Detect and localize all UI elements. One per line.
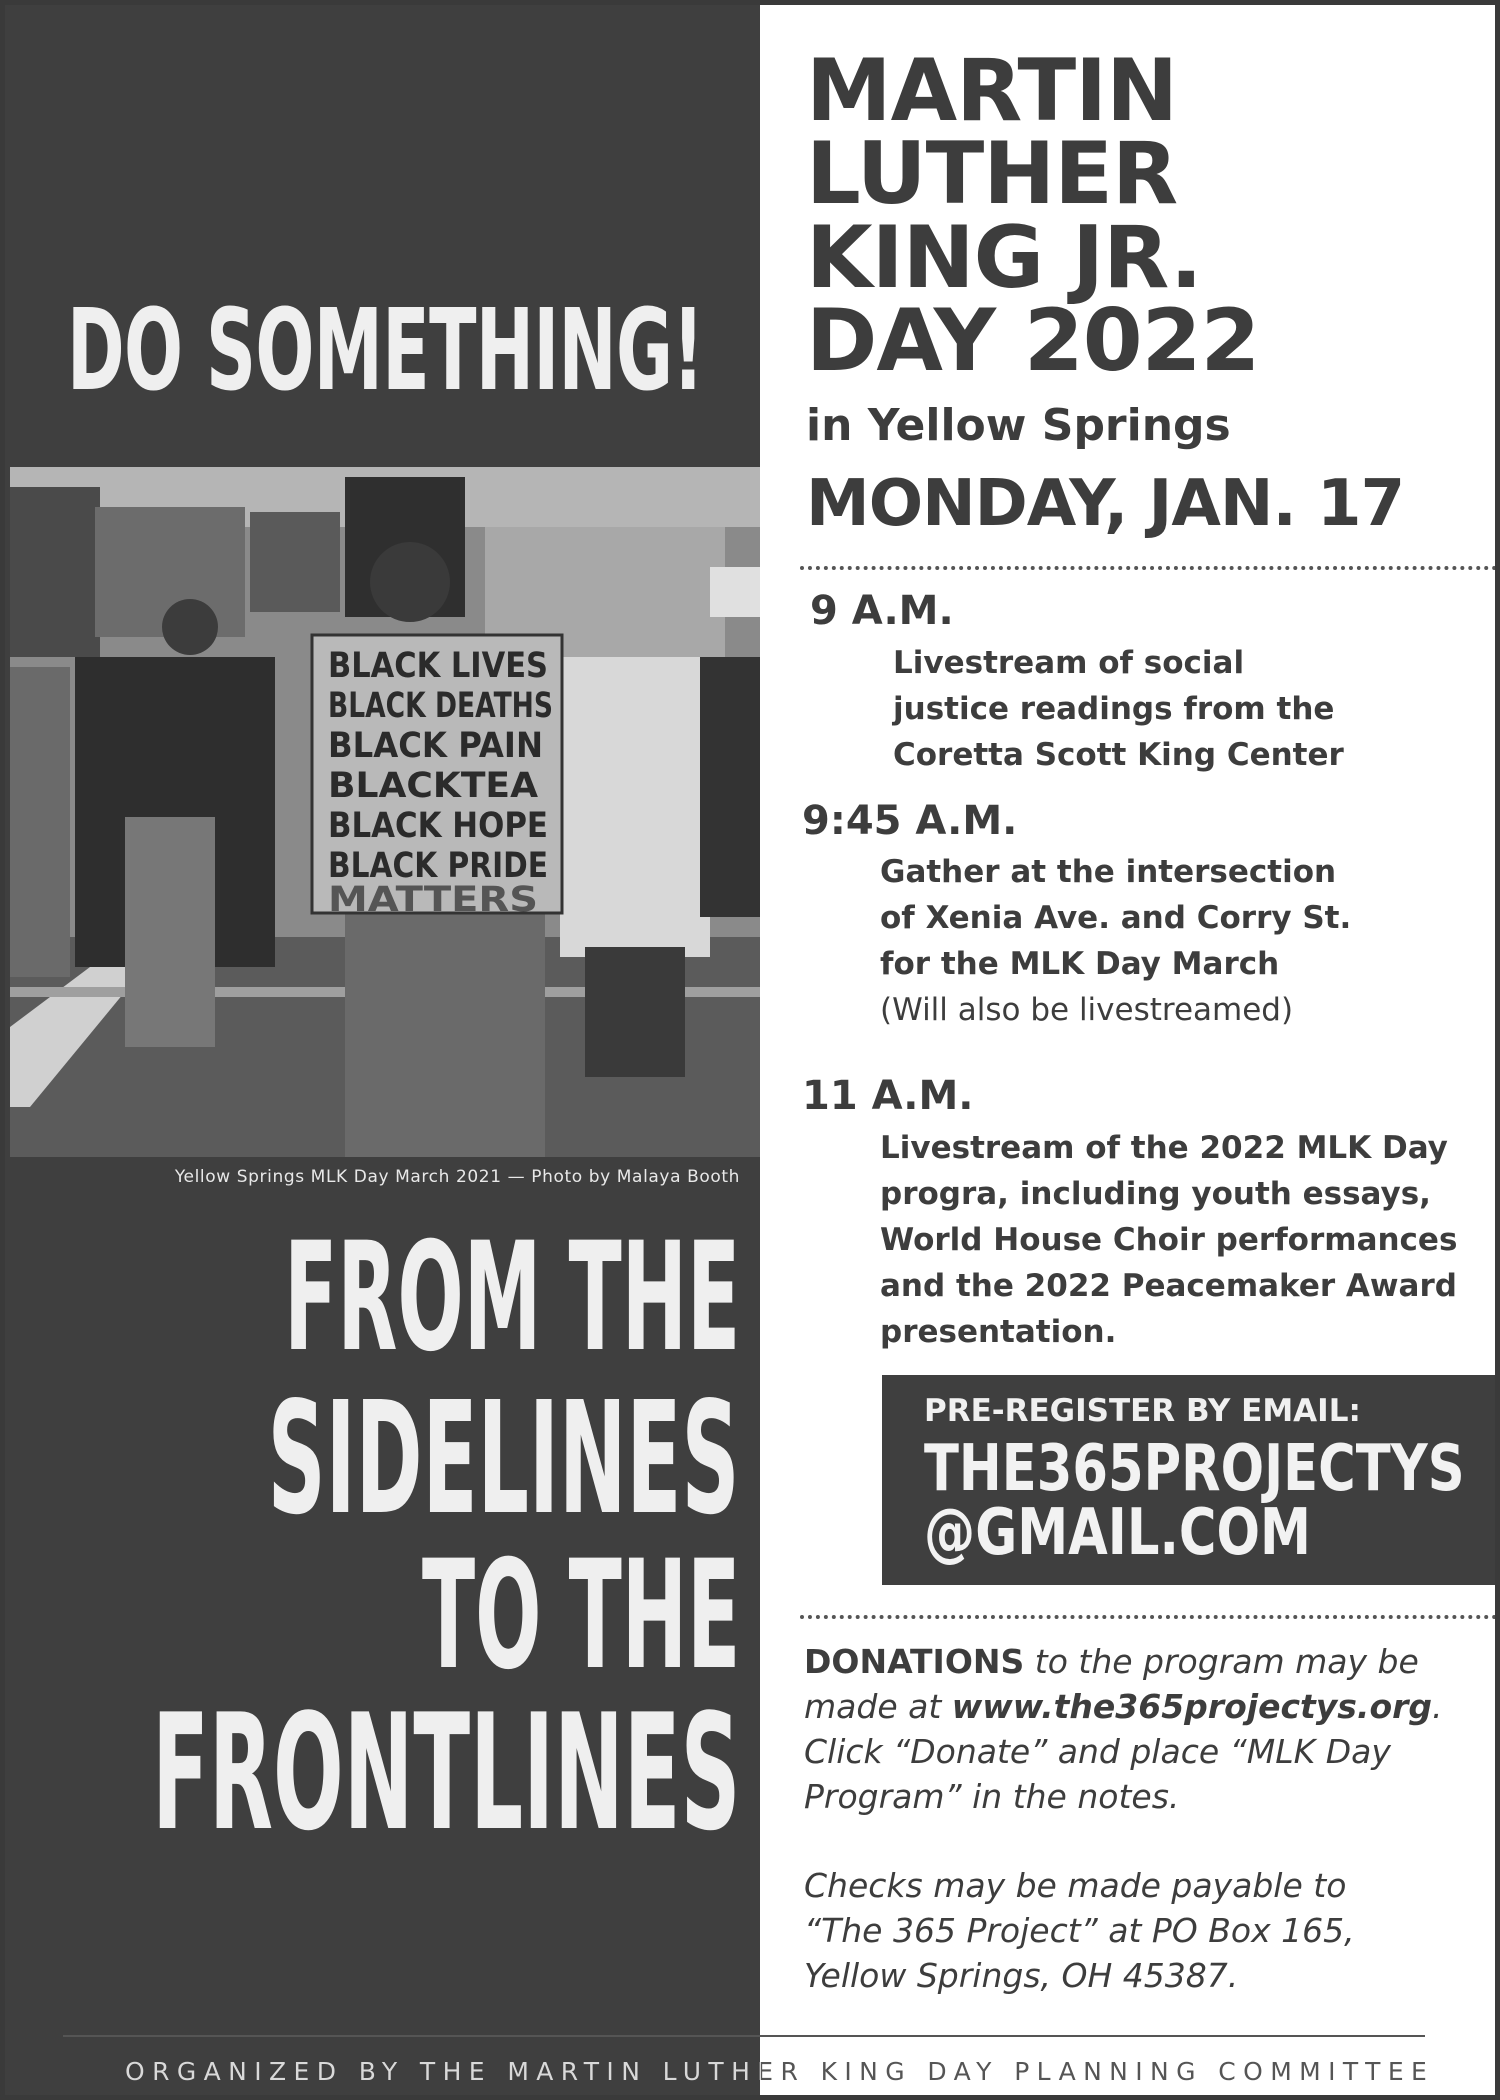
checks-line: Yellow Springs, OH 45387.	[804, 1956, 1239, 1995]
schedule-time: 9 A.M.	[810, 588, 954, 634]
schedule-line: presentation.	[880, 1314, 1117, 1350]
title-line: LUTHER	[806, 124, 1178, 225]
schedule-line: Livestream of social	[893, 645, 1245, 681]
schedule-line: Coretta Scott King Center	[893, 737, 1344, 773]
sign-line: BLACK HOPE	[328, 806, 548, 846]
right-panel	[760, 5, 1500, 2035]
schedule-description	[880, 849, 1351, 1033]
slogan-line: FROM THE	[283, 1211, 740, 1385]
headline: DO SOMETHING!	[67, 286, 704, 416]
schedule-time: 9:45 A.M.	[802, 798, 1018, 844]
slogan-line: SIDELINES	[268, 1368, 740, 1549]
donations-url[interactable]: www.the365projectys.org	[951, 1687, 1433, 1726]
title-line: MARTIN	[806, 41, 1178, 141]
schedule-line: of Xenia Ave. and Corry St.	[880, 900, 1352, 936]
march-photo	[10, 467, 760, 1157]
event-date: MONDAY, JAN. 17	[806, 467, 1405, 541]
dotted-divider	[800, 1615, 1500, 1619]
donations-text-2: . Click “Donate” and place “MLK Day Program” in the notes.	[804, 1687, 1443, 1816]
march-photo-illustration	[10, 467, 760, 1157]
sign-line: BLACK DEATHS	[328, 686, 553, 726]
slogan-line: FRONTLINES	[151, 1679, 740, 1866]
schedule-line: Livestream of the 2022 MLK Day	[880, 1130, 1448, 1166]
sign-line: BLACK PRIDE	[328, 846, 548, 886]
sign-line: BLACK LIVES	[328, 646, 548, 686]
donations-lead: DONATIONS	[804, 1642, 1025, 1681]
title-line: DAY 2022	[806, 291, 1260, 392]
donations-text-1: to the program may be made at	[804, 1642, 1419, 1726]
organizer-credit: ORGANIZED BY THE MARTIN LUTHER KING DAY PLANNING COMMITTEE	[125, 2057, 1435, 2086]
checks-text	[804, 1863, 1494, 1998]
title-line: KING JR.	[806, 207, 1202, 308]
register-box	[882, 1375, 1500, 1585]
schedule-line: for the MLK Day March	[880, 946, 1280, 982]
schedule-time: 11 A.M.	[802, 1073, 974, 1119]
sign-line: BLACK PAIN	[328, 726, 543, 766]
donations-text	[804, 1639, 1494, 1819]
schedule-description	[893, 640, 1344, 778]
footer	[5, 2045, 1500, 2100]
schedule-line: and the 2022 Peacemaker Award	[880, 1268, 1457, 1304]
schedule-line: Gather at the intersection	[880, 854, 1337, 890]
left-panel	[5, 5, 760, 2100]
footer-rule	[63, 2035, 1425, 2037]
register-email[interactable]	[924, 1432, 1465, 1570]
checks-line: Checks may be made payable to	[804, 1866, 1347, 1905]
sign-line: MATTERS	[328, 880, 538, 920]
schedule-line: justice readings from the	[893, 691, 1335, 727]
sign-line: BLACKTEA	[328, 766, 538, 806]
event-title	[806, 41, 1260, 392]
email-line: THE365PROJECTYS	[924, 1432, 1465, 1506]
event-location: in Yellow Springs	[806, 400, 1231, 451]
schedule-line: World House Choir performances	[880, 1222, 1458, 1258]
photo-caption: Yellow Springs MLK Day March 2021 — Photo by Malaya Booth	[174, 1167, 740, 1187]
checks-line: “The 365 Project” at PO Box 165,	[804, 1911, 1355, 1950]
schedule-note: (Will also be livestreamed)	[880, 992, 1294, 1028]
slogan-line: TO THE	[421, 1529, 740, 1703]
email-line: @GMAIL.COM	[924, 1496, 1311, 1570]
dotted-divider	[800, 566, 1500, 570]
schedule-description	[880, 1125, 1457, 1355]
schedule-line: progra, including youth essays,	[880, 1176, 1431, 1212]
register-label: PRE-REGISTER BY EMAIL:	[924, 1393, 1361, 1429]
